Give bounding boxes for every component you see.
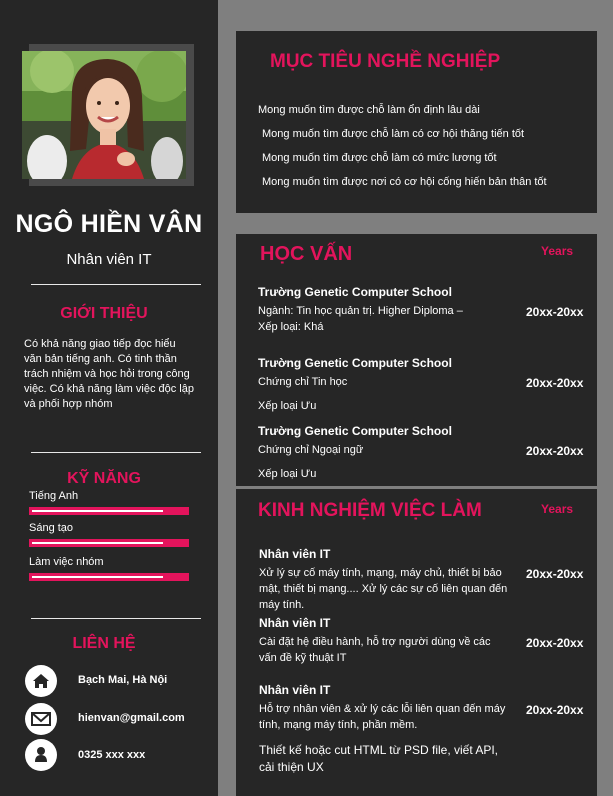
skill-bar xyxy=(29,539,189,547)
skill-label: Làm việc nhóm xyxy=(29,556,104,568)
education-heading: HỌC VẤN xyxy=(260,243,353,265)
objective-line: Mong muốn tìm được nơi có cơ hội cống hiến bản thân tốt xyxy=(262,176,547,188)
job-detail: Xử lý sự cố máy tính, mạng, máy chủ, thiết bị bảo mật, thiết bị mạng.... Xử lý các sự cố liên quan đến máy tính. xyxy=(259,567,508,611)
objective-section xyxy=(236,31,597,213)
job-title: Nhân viên IT xyxy=(259,547,331,561)
education-years: 20xx-20xx xyxy=(526,444,584,458)
years-label: Years xyxy=(541,502,574,516)
job-detail: Cài đặt hệ điều hành, hỗ trợ người dùng về các vấn đề kỹ thuật IT xyxy=(259,636,491,664)
experience-heading: KINH NGHIỆM VIỆC LÀM xyxy=(258,500,482,521)
education-detail: Chứng chỉ Tin học xyxy=(258,376,348,388)
skill-level-fill xyxy=(32,542,163,544)
education-years: 20xx-20xx xyxy=(526,376,584,390)
skill-level-fill xyxy=(32,510,163,512)
intro-text: Có khả năng giao tiếp đọc hiểu văn bản tiếng anh. Có tinh thần trách nhiệm và học hỏi trong công việc. Có khả năng làm việc độc lập và phối hợp nhóm xyxy=(24,338,194,410)
skill-level-fill xyxy=(32,576,163,578)
candidate-role: Nhân viên IT xyxy=(66,251,152,268)
school-name: Trường Genetic Computer School xyxy=(258,356,452,370)
skill-bar xyxy=(29,507,189,515)
objective-heading: MỤC TIÊU NGHỀ NGHIỆP xyxy=(270,51,501,72)
school-name: Trường Genetic Computer School xyxy=(258,285,452,299)
education-years: 20xx-20xx xyxy=(526,305,584,319)
intro-heading: GIỚI THIỆU xyxy=(60,305,148,322)
objective-line: Mong muốn tìm được chỗ làm có mức lương tốt xyxy=(262,152,497,164)
school-name: Trường Genetic Computer School xyxy=(258,424,452,438)
sidebar xyxy=(0,0,218,796)
education-section xyxy=(236,234,597,486)
education-grade: Xếp loại Ưu xyxy=(258,400,317,412)
experience-section xyxy=(236,489,597,796)
education-detail: Ngành: Tin học quản trị. Higher Diploma – Xếp loại: Khá xyxy=(258,305,463,333)
objective-line: Mong muốn tìm được chỗ làm có cơ hội thăng tiến tốt xyxy=(262,128,525,140)
contact-heading: LIÊN HỆ xyxy=(72,635,136,652)
divider xyxy=(31,618,201,619)
job-title: Nhân viên IT xyxy=(259,616,331,630)
education-grade: Xếp loại Ưu xyxy=(258,468,317,480)
skill-label: Sáng tạo xyxy=(29,522,74,534)
skill-label: Tiếng Anh xyxy=(29,490,79,502)
job-title: Nhân viên IT xyxy=(259,683,331,697)
divider xyxy=(31,284,201,285)
home-icon xyxy=(25,665,57,697)
envelope-icon[interactable] xyxy=(25,703,57,735)
contact-address: Bạch Mai, Hà Nội xyxy=(78,674,168,686)
job-years: 20xx-20xx xyxy=(526,567,584,581)
skill-bar xyxy=(29,573,189,581)
user-icon xyxy=(25,739,57,771)
contact-email[interactable]: hienvan@gmail.com xyxy=(78,712,185,724)
candidate-name: NGÔ HIỀN VÂN xyxy=(15,210,203,238)
job-detail: Hỗ trợ nhân viên & xử lý các lỗi liên quan đến máy tính, mạng máy tính, phần mềm. xyxy=(259,703,506,731)
education-detail: Chứng chỉ Ngoại ngữ xyxy=(258,444,364,456)
skills-heading: KỸ NĂNG xyxy=(67,470,141,487)
divider xyxy=(31,452,201,453)
job-years: 20xx-20xx xyxy=(526,703,584,717)
job-years: 20xx-20xx xyxy=(526,636,584,650)
contact-phone: 0325 xxx xxx xyxy=(78,749,146,761)
years-label: Years xyxy=(541,244,574,258)
job-note: Thiết kế hoặc cut HTML từ PSD file, viết API, cải thiện UX xyxy=(259,743,499,774)
profile-photo xyxy=(22,51,186,179)
objective-line: Mong muốn tìm được chỗ làm ổn định lâu dài xyxy=(258,104,480,116)
